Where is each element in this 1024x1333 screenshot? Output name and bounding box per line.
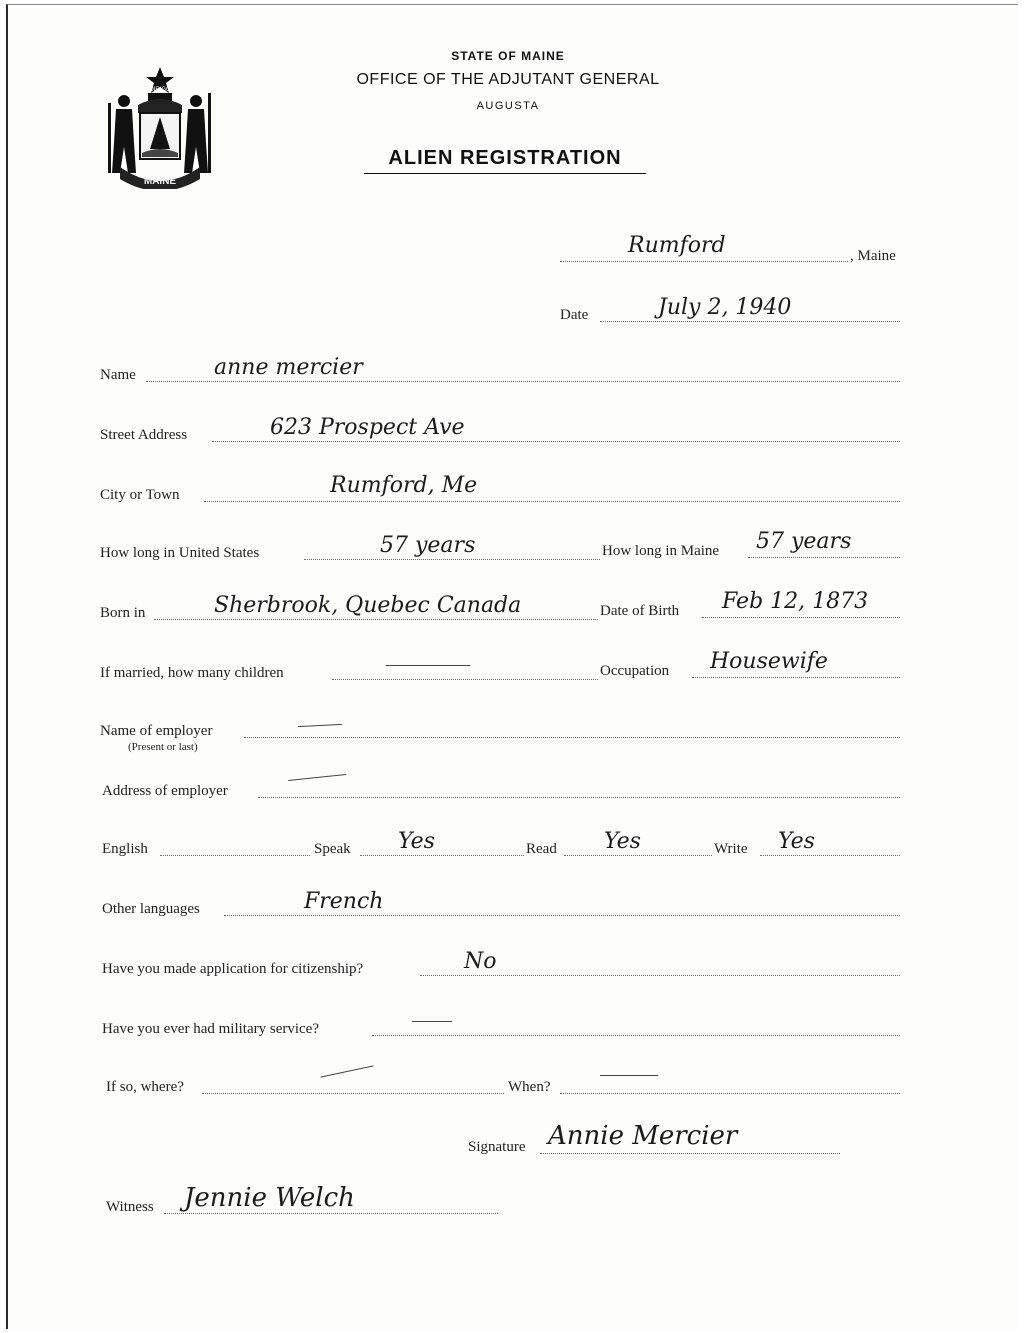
other-languages-field-value: French — [304, 889, 384, 914]
birth-date-label: Date of Birth — [600, 603, 680, 619]
employer-address-empty-mark — [288, 774, 346, 781]
service-when-label: When? — [508, 1079, 551, 1095]
us-duration-field-value: 57 years — [380, 533, 476, 558]
other-languages-field-line — [224, 915, 900, 916]
citizenship-field-line — [420, 975, 900, 976]
maine-duration-label: How long in Maine — [602, 543, 720, 559]
service-where-label: If so, where? — [106, 1079, 184, 1095]
birthplace-field-line — [154, 619, 598, 620]
occupation-field-line — [692, 677, 900, 678]
city-town-label: City or Town — [100, 487, 180, 503]
read-field-value: Yes — [604, 829, 641, 854]
maine-duration-field-value: 57 years — [756, 529, 852, 554]
military-service-field-line — [372, 1035, 900, 1036]
name-label: Name — [100, 367, 136, 383]
name-field-line — [146, 381, 900, 382]
date-field-line — [600, 321, 900, 322]
occupation-label: Occupation — [600, 663, 670, 679]
speak-field-value: Yes — [398, 829, 435, 854]
witness-field-line — [164, 1213, 498, 1214]
street-address-label: Street Address — [100, 427, 188, 443]
service-when-field-line — [560, 1093, 900, 1094]
employer-name-sublabel: (Present or last) — [128, 741, 198, 753]
city-town-field-value: Rumford, Me — [330, 473, 478, 498]
signature-field-line — [540, 1153, 840, 1154]
signature-label: Signature — [468, 1139, 526, 1155]
employer-address-label: Address of employer — [102, 783, 228, 799]
maine-state-seal-icon — [106, 63, 214, 189]
employer-name-empty-mark — [298, 724, 342, 727]
employer-name-field-line — [244, 737, 900, 738]
read-label: Read — [526, 841, 557, 857]
place-field-line — [560, 261, 848, 262]
name-field-value: anne mercier — [214, 355, 363, 380]
title-underline — [364, 173, 646, 174]
maine-duration-field-line — [748, 557, 900, 558]
other-languages-label: Other languages — [102, 901, 200, 917]
read-field-line — [564, 855, 712, 856]
date-label: Date — [560, 307, 589, 323]
signature-value: Annie Mercier — [548, 1121, 738, 1151]
birthplace-label: Born in — [100, 605, 146, 621]
header-office: OFFICE OF THE ADJUTANT GENERAL — [356, 71, 660, 88]
witness-label: Witness — [106, 1199, 154, 1215]
form-title: ALIEN REGISTRATION — [388, 147, 622, 169]
speak-field-line — [360, 855, 524, 856]
children-count-field-line — [332, 679, 598, 680]
write-field-line — [760, 855, 900, 856]
military-service-label: Have you ever had military service? — [102, 1021, 319, 1037]
service-where-field-line — [202, 1093, 504, 1094]
date-field-value: July 2, 1940 — [658, 295, 792, 320]
children-count-label: If married, how many children — [100, 665, 284, 681]
place-state-label: , Maine — [850, 248, 896, 264]
employer-address-field-line — [258, 797, 900, 798]
english-label: English — [102, 841, 148, 857]
header-city: AUGUSTA — [476, 100, 540, 112]
military-service-empty-mark — [412, 1021, 452, 1022]
city-town-field-line — [204, 501, 900, 502]
service-when-empty-mark — [600, 1075, 658, 1076]
form-page — [6, 4, 1018, 1329]
seal-banner-text: MAINE — [143, 176, 177, 187]
service-where-empty-mark — [320, 1065, 373, 1077]
street-address-field-line — [212, 441, 900, 442]
place-field-value: Rumford — [628, 233, 726, 258]
street-address-field-value: 623 Prospect Ave — [270, 415, 465, 440]
birthplace-field-value: Sherbrook, Quebec Canada — [214, 593, 522, 618]
speak-label: Speak — [314, 841, 351, 857]
employer-name-label: Name of employer — [100, 723, 213, 739]
children-count-empty-mark — [386, 665, 470, 666]
header-state: STATE OF MAINE — [451, 49, 565, 63]
english-field-line — [160, 855, 310, 856]
witness-value: Jennie Welch — [184, 1183, 355, 1213]
citizenship-label: Have you made application for citizenship? — [102, 961, 364, 977]
birth-date-field-line — [702, 617, 900, 618]
occupation-field-value: Housewife — [710, 649, 828, 674]
seal-motto-text: DIRIGO — [149, 87, 171, 93]
write-label: Write — [714, 841, 748, 857]
us-duration-field-line — [304, 559, 600, 560]
write-field-value: Yes — [778, 829, 815, 854]
birth-date-field-value: Feb 12, 1873 — [722, 589, 869, 614]
citizenship-field-value: No — [464, 949, 497, 974]
us-duration-label: How long in United States — [100, 545, 260, 561]
